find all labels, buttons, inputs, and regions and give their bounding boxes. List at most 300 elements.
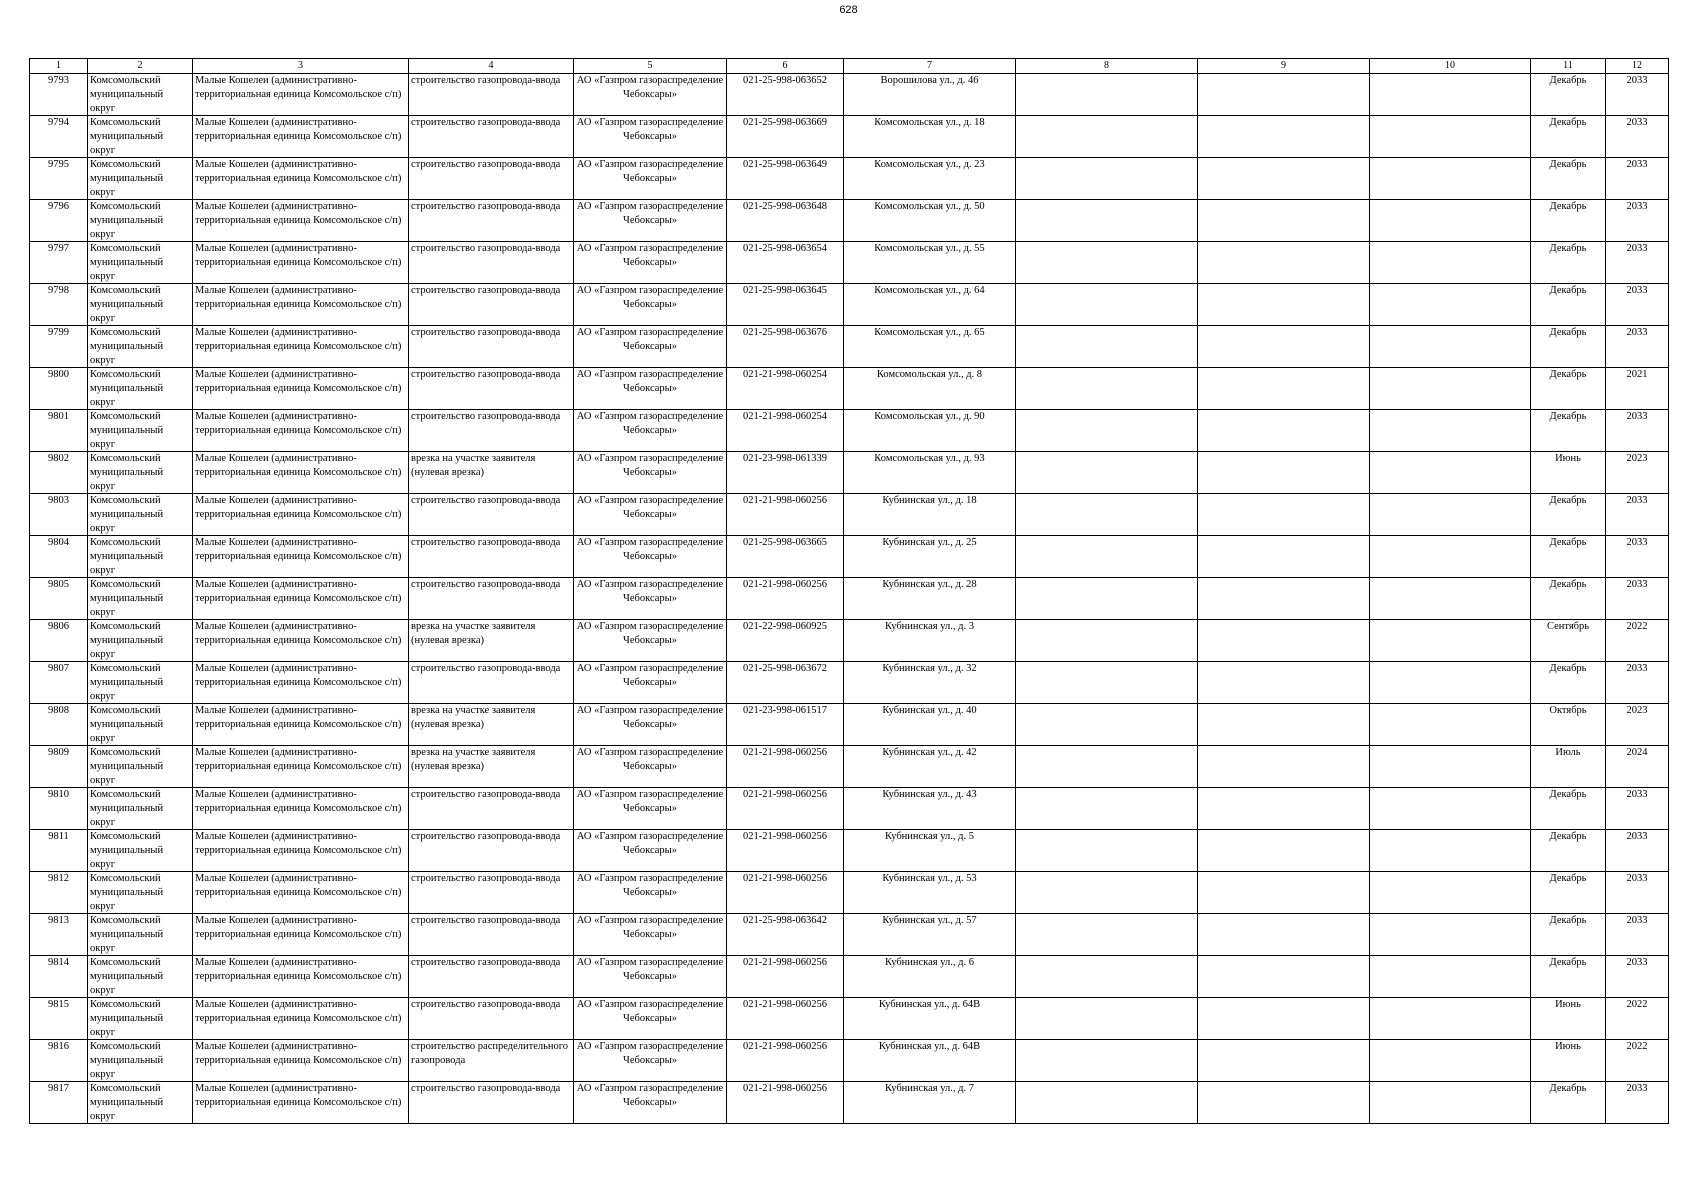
table-row (30, 158, 1669, 200)
row-number-text: 9804 (48, 537, 69, 548)
address-cell-text: Комсомольская ул., д. 8 (876, 369, 983, 380)
month-cell (1531, 704, 1606, 746)
column-8-cell-text (1018, 788, 1195, 829)
column-8-cell (1016, 620, 1198, 662)
address-cell-text: Кубнинская ул., д. 42 (882, 747, 977, 758)
organization-cell-text: АО «Газпром газораспределение Чебоксары» (576, 453, 724, 478)
column-8-cell-text (1018, 998, 1195, 1039)
row-number-text: 9798 (48, 285, 69, 296)
column-9-cell (1198, 704, 1370, 746)
year-cell-text: 2033 (1626, 285, 1648, 296)
column-9-cell-text (1200, 746, 1367, 787)
work-type-cell-text: строительство газопровода-ввода (411, 957, 561, 968)
district-cell-text: Комсомольский муниципальный округ (90, 495, 164, 534)
year-cell-text: 2033 (1626, 831, 1648, 842)
year-cell (1606, 746, 1669, 788)
column-9-cell-text (1200, 830, 1367, 871)
row-number-text: 9808 (48, 705, 69, 716)
row-number (30, 494, 88, 536)
settlement-cell (193, 536, 409, 578)
year-cell (1606, 914, 1669, 956)
address-cell (844, 410, 1016, 452)
address-cell-text: Комсомольская ул., д. 23 (874, 159, 985, 170)
organization-cell (574, 368, 727, 410)
settlement-cell (193, 788, 409, 830)
row-number-text: 9809 (48, 747, 69, 758)
column-10-cell-text (1372, 1040, 1528, 1081)
column-10-cell-text (1372, 620, 1528, 661)
row-number (30, 326, 88, 368)
table-row (30, 74, 1669, 116)
work-type-cell-text: строительство газопровода-ввода (411, 537, 561, 548)
year-cell-text: 2033 (1626, 663, 1648, 674)
table-row (30, 242, 1669, 284)
column-8-cell (1016, 368, 1198, 410)
address-cell-text: Комсомольская ул., д. 90 (874, 411, 985, 422)
column-8-cell (1016, 788, 1198, 830)
column-10-cell (1370, 998, 1531, 1040)
settlement-cell (193, 74, 409, 116)
organization-cell (574, 662, 727, 704)
column-9-cell (1198, 368, 1370, 410)
settlement-cell-text: Малые Кошелеи (административно-территориальная единица Комсомольское с/п) (195, 579, 402, 604)
year-cell (1606, 200, 1669, 242)
organization-cell (574, 536, 727, 578)
object-code-cell-text: 021-25-998-063665 (743, 537, 827, 548)
year-cell (1606, 788, 1669, 830)
row-number (30, 914, 88, 956)
address-cell-text: Кубнинская ул., д. 64В (878, 999, 981, 1010)
work-type-cell-text: врезка на участке заявителя (нулевая врезка) (411, 705, 536, 730)
column-8-cell-text (1018, 200, 1195, 241)
organization-cell-text: АО «Газпром газораспределение Чебоксары» (576, 999, 724, 1024)
settlement-cell-text: Малые Кошелеи (административно-территориальная единица Комсомольское с/п) (195, 201, 402, 226)
year-cell (1606, 662, 1669, 704)
settlement-cell-text: Малые Кошелеи (административно-территориальная единица Комсомольское с/п) (195, 75, 402, 100)
column-8-cell (1016, 116, 1198, 158)
organization-cell-text: АО «Газпром газораспределение Чебоксары» (576, 411, 724, 436)
work-type-cell-text: строительство газопровода-ввода (411, 75, 561, 86)
address-cell-text: Кубнинская ул., д. 40 (882, 705, 977, 716)
year-cell-text: 2033 (1626, 915, 1648, 926)
address-cell-text: Комсомольская ул., д. 55 (874, 243, 985, 254)
month-cell (1531, 788, 1606, 830)
address-cell (844, 494, 1016, 536)
district-cell-text: Комсомольский муниципальный округ (90, 285, 164, 324)
column-header-4: 4 (409, 59, 574, 74)
month-cell (1531, 746, 1606, 788)
table-row (30, 704, 1669, 746)
address-cell (844, 242, 1016, 284)
table-row (30, 494, 1669, 536)
column-10-cell-text (1372, 704, 1528, 745)
column-10-cell (1370, 830, 1531, 872)
settlement-cell (193, 326, 409, 368)
year-cell-text: 2033 (1626, 75, 1648, 86)
year-cell-text: 2033 (1626, 411, 1648, 422)
month-cell-text: Декабрь (1549, 579, 1587, 590)
column-9-cell (1198, 410, 1370, 452)
row-number-text: 9816 (48, 1041, 69, 1052)
month-cell-text: Декабрь (1549, 327, 1587, 338)
district-cell-text: Комсомольский муниципальный округ (90, 999, 164, 1038)
row-number (30, 872, 88, 914)
column-8-cell-text (1018, 116, 1195, 157)
month-cell-text: Декабрь (1549, 75, 1587, 86)
row-number-text: 9797 (48, 243, 69, 254)
month-cell (1531, 452, 1606, 494)
year-cell (1606, 242, 1669, 284)
month-cell-text: Декабрь (1549, 243, 1587, 254)
row-number (30, 116, 88, 158)
column-9-cell (1198, 200, 1370, 242)
address-cell (844, 284, 1016, 326)
month-cell (1531, 956, 1606, 998)
work-type-cell (409, 536, 574, 578)
settlement-cell (193, 956, 409, 998)
column-8-cell-text (1018, 410, 1195, 451)
table-row (30, 872, 1669, 914)
row-number-text: 9812 (48, 873, 69, 884)
column-9-cell-text (1200, 998, 1367, 1039)
work-type-cell-text: врезка на участке заявителя (нулевая врезка) (411, 453, 536, 478)
column-9-cell (1198, 326, 1370, 368)
column-9-cell-text (1200, 326, 1367, 367)
month-cell (1531, 242, 1606, 284)
district-cell-text: Комсомольский муниципальный округ (90, 957, 164, 996)
table-row (30, 662, 1669, 704)
month-cell (1531, 326, 1606, 368)
column-9-cell (1198, 284, 1370, 326)
work-type-cell (409, 704, 574, 746)
month-cell (1531, 998, 1606, 1040)
row-number-text: 9799 (48, 327, 69, 338)
table-row (30, 368, 1669, 410)
column-9-cell-text (1200, 662, 1367, 703)
district-cell-text: Комсомольский муниципальный округ (90, 411, 164, 450)
column-10-cell (1370, 410, 1531, 452)
row-number (30, 368, 88, 410)
object-code-cell-text: 021-25-998-063649 (743, 159, 827, 170)
object-code-cell-text: 021-25-998-063654 (743, 243, 827, 254)
column-9-cell (1198, 452, 1370, 494)
month-cell-text: Декабрь (1549, 369, 1587, 380)
district-cell-text: Комсомольский муниципальный округ (90, 789, 164, 828)
row-number-text: 9814 (48, 957, 69, 968)
settlement-cell-text: Малые Кошелеи (административно-территориальная единица Комсомольское с/п) (195, 747, 402, 772)
address-cell-text: Ворошилова ул., д. 46 (880, 75, 979, 86)
row-number (30, 410, 88, 452)
month-cell (1531, 914, 1606, 956)
object-code-cell-text: 021-21-998-060256 (743, 999, 827, 1010)
year-cell-text: 2033 (1626, 789, 1648, 800)
object-code-cell-text: 021-21-998-060256 (743, 1041, 827, 1052)
year-cell (1606, 116, 1669, 158)
organization-cell (574, 956, 727, 998)
column-8-cell-text (1018, 1082, 1195, 1123)
column-8-cell-text (1018, 620, 1195, 661)
column-10-cell-text (1372, 200, 1528, 241)
district-cell-text: Комсомольский муниципальный округ (90, 243, 164, 282)
settlement-cell-text: Малые Кошелеи (административно-территориальная единица Комсомольское с/п) (195, 369, 402, 394)
district-cell-text: Комсомольский муниципальный округ (90, 1083, 164, 1122)
year-cell-text: 2033 (1626, 495, 1648, 506)
column-10-cell (1370, 536, 1531, 578)
year-cell (1606, 326, 1669, 368)
object-code-cell-text: 021-21-998-060256 (743, 873, 827, 884)
month-cell (1531, 368, 1606, 410)
column-8-cell (1016, 1082, 1198, 1124)
settlement-cell-text: Малые Кошелеи (административно-территориальная единица Комсомольское с/п) (195, 663, 402, 688)
district-cell-text: Комсомольский муниципальный округ (90, 579, 164, 618)
settlement-cell-text: Малые Кошелеи (административно-территориальная единица Комсомольское с/п) (195, 327, 402, 352)
table-row (30, 410, 1669, 452)
address-cell (844, 998, 1016, 1040)
column-9-cell (1198, 872, 1370, 914)
year-cell (1606, 368, 1669, 410)
object-code-cell-text: 021-21-998-060256 (743, 495, 827, 506)
organization-cell-text: АО «Газпром газораспределение Чебоксары» (576, 285, 724, 310)
work-type-cell-text: строительство газопровода-ввода (411, 243, 561, 254)
row-number-text: 9806 (48, 621, 69, 632)
year-cell (1606, 620, 1669, 662)
year-cell-text: 2033 (1626, 243, 1648, 254)
district-cell-text: Комсомольский муниципальный округ (90, 915, 164, 954)
work-type-cell-text: строительство газопровода-ввода (411, 831, 561, 842)
row-number-text: 9801 (48, 411, 69, 422)
year-cell (1606, 284, 1669, 326)
organization-cell (574, 284, 727, 326)
month-cell (1531, 620, 1606, 662)
column-8-cell (1016, 998, 1198, 1040)
column-8-cell (1016, 494, 1198, 536)
column-header-8: 8 (1016, 59, 1198, 74)
column-10-cell-text (1372, 746, 1528, 787)
row-number (30, 620, 88, 662)
district-cell (88, 452, 193, 494)
district-cell-text: Комсомольский муниципальный округ (90, 1041, 164, 1080)
district-cell-text: Комсомольский муниципальный округ (90, 537, 164, 576)
column-8-cell-text (1018, 914, 1195, 955)
table-row (30, 1040, 1669, 1082)
row-number (30, 452, 88, 494)
column-9-cell-text (1200, 158, 1367, 199)
table-row (30, 956, 1669, 998)
table-row (30, 998, 1669, 1040)
address-cell (844, 872, 1016, 914)
work-type-cell (409, 662, 574, 704)
address-cell (844, 746, 1016, 788)
address-cell-text: Кубнинская ул., д. 3 (885, 621, 974, 632)
year-cell-text: 2024 (1626, 747, 1648, 758)
work-type-cell-text: строительство газопровода-ввода (411, 285, 561, 296)
table-row (30, 830, 1669, 872)
settlement-cell-text: Малые Кошелеи (административно-территориальная единица Комсомольское с/п) (195, 957, 402, 982)
column-9-cell (1198, 998, 1370, 1040)
organization-cell (574, 1040, 727, 1082)
work-type-cell (409, 284, 574, 326)
district-cell (88, 662, 193, 704)
year-cell (1606, 536, 1669, 578)
year-cell-text: 2022 (1626, 999, 1648, 1010)
district-cell-text: Комсомольский муниципальный округ (90, 621, 164, 660)
organization-cell-text: АО «Газпром газораспределение Чебоксары» (576, 789, 724, 814)
object-code-cell (727, 536, 844, 578)
column-10-cell (1370, 746, 1531, 788)
object-code-cell (727, 452, 844, 494)
column-10-cell-text (1372, 116, 1528, 157)
column-header-2: 2 (88, 59, 193, 74)
district-cell (88, 200, 193, 242)
column-number-row (30, 59, 1669, 74)
column-9-cell-text (1200, 452, 1367, 493)
column-10-cell-text (1372, 452, 1528, 493)
column-9-cell (1198, 494, 1370, 536)
year-cell-text: 2033 (1626, 201, 1648, 212)
column-10-cell (1370, 914, 1531, 956)
object-code-cell-text: 021-25-998-063642 (743, 915, 827, 926)
month-cell (1531, 158, 1606, 200)
year-cell-text: 2033 (1626, 327, 1648, 338)
object-code-cell (727, 368, 844, 410)
column-8-cell (1016, 662, 1198, 704)
column-8-cell-text (1018, 956, 1195, 997)
column-9-cell-text (1200, 1040, 1367, 1081)
settlement-cell (193, 578, 409, 620)
organization-cell (574, 1082, 727, 1124)
object-code-cell (727, 326, 844, 368)
row-number-text: 9795 (48, 159, 69, 170)
year-cell-text: 2022 (1626, 621, 1648, 632)
address-cell-text: Комсомольская ул., д. 50 (874, 201, 985, 212)
column-header-11: 11 (1531, 59, 1606, 74)
settlement-cell-text: Малые Кошелеи (административно-территориальная единица Комсомольское с/п) (195, 915, 402, 940)
column-9-cell (1198, 956, 1370, 998)
settlement-cell-text: Малые Кошелеи (административно-территориальная единица Комсомольское с/п) (195, 1083, 402, 1108)
district-cell-text: Комсомольский муниципальный округ (90, 453, 164, 492)
month-cell (1531, 284, 1606, 326)
year-cell (1606, 410, 1669, 452)
row-number (30, 158, 88, 200)
address-cell (844, 158, 1016, 200)
row-number-text: 9815 (48, 999, 69, 1010)
object-code-cell-text: 021-21-998-060254 (743, 411, 827, 422)
column-10-cell-text (1372, 872, 1528, 913)
address-cell-text: Кубнинская ул., д. 43 (882, 789, 977, 800)
work-type-cell-text: строительство распределительного газопровода (411, 1041, 569, 1066)
work-type-cell (409, 914, 574, 956)
column-9-cell-text (1200, 494, 1367, 535)
work-type-cell-text: строительство газопровода-ввода (411, 873, 561, 884)
work-type-cell (409, 200, 574, 242)
column-8-cell-text (1018, 368, 1195, 409)
settlement-cell (193, 704, 409, 746)
work-type-cell (409, 410, 574, 452)
column-header-1: 1 (30, 59, 88, 74)
year-cell (1606, 452, 1669, 494)
work-type-cell-text: врезка на участке заявителя (нулевая врезка) (411, 621, 536, 646)
column-10-cell-text (1372, 998, 1528, 1039)
object-code-cell (727, 1082, 844, 1124)
row-number (30, 578, 88, 620)
row-number-text: 9793 (48, 75, 69, 86)
object-code-cell (727, 410, 844, 452)
settlement-cell-text: Малые Кошелеи (административно-территориальная единица Комсомольское с/п) (195, 873, 402, 898)
organization-cell-text: АО «Газпром газораспределение Чебоксары» (576, 159, 724, 184)
address-cell (844, 326, 1016, 368)
district-cell (88, 872, 193, 914)
object-code-cell (727, 200, 844, 242)
column-10-cell (1370, 242, 1531, 284)
organization-cell (574, 830, 727, 872)
organization-cell (574, 242, 727, 284)
work-type-cell-text: строительство газопровода-ввода (411, 915, 561, 926)
column-8-cell (1016, 158, 1198, 200)
column-9-cell (1198, 1082, 1370, 1124)
settlement-cell (193, 158, 409, 200)
table-row (30, 452, 1669, 494)
object-code-cell (727, 158, 844, 200)
year-cell (1606, 704, 1669, 746)
organization-cell-text: АО «Газпром газораспределение Чебоксары» (576, 369, 724, 394)
column-8-cell-text (1018, 74, 1195, 115)
year-cell-text: 2023 (1626, 453, 1648, 464)
district-cell (88, 410, 193, 452)
column-10-cell (1370, 620, 1531, 662)
organization-cell-text: АО «Газпром газораспределение Чебоксары» (576, 705, 724, 730)
column-9-cell (1198, 746, 1370, 788)
column-9-cell-text (1200, 578, 1367, 619)
address-cell-text: Кубнинская ул., д. 28 (882, 579, 977, 590)
settlement-cell (193, 662, 409, 704)
organization-cell (574, 410, 727, 452)
row-number (30, 830, 88, 872)
column-10-cell (1370, 158, 1531, 200)
month-cell-text: Декабрь (1549, 411, 1587, 422)
column-10-cell (1370, 326, 1531, 368)
table-row (30, 284, 1669, 326)
district-cell (88, 494, 193, 536)
year-cell (1606, 578, 1669, 620)
column-8-cell-text (1018, 494, 1195, 535)
organization-cell-text: АО «Газпром газораспределение Чебоксары» (576, 495, 724, 520)
settlement-cell (193, 872, 409, 914)
month-cell-text: Декабрь (1549, 159, 1587, 170)
column-8-cell-text (1018, 662, 1195, 703)
column-10-cell-text (1372, 74, 1528, 115)
object-code-cell (727, 872, 844, 914)
column-9-cell (1198, 74, 1370, 116)
row-number (30, 662, 88, 704)
column-10-cell-text (1372, 1082, 1528, 1123)
address-cell-text: Кубнинская ул., д. 6 (885, 957, 974, 968)
address-cell-text: Комсомольская ул., д. 93 (874, 453, 985, 464)
district-cell (88, 998, 193, 1040)
column-9-cell-text (1200, 788, 1367, 829)
row-number-text: 9803 (48, 495, 69, 506)
work-type-cell-text: строительство газопровода-ввода (411, 579, 561, 590)
work-type-cell-text: строительство газопровода-ввода (411, 789, 561, 800)
address-cell (844, 578, 1016, 620)
district-cell-text: Комсомольский муниципальный округ (90, 201, 164, 240)
organization-cell-text: АО «Газпром газораспределение Чебоксары» (576, 915, 724, 940)
column-10-cell-text (1372, 494, 1528, 535)
month-cell-text: Декабрь (1549, 789, 1587, 800)
organization-cell-text: АО «Газпром газораспределение Чебоксары» (576, 747, 724, 772)
settlement-cell-text: Малые Кошелеи (административно-территориальная единица Комсомольское с/п) (195, 453, 402, 478)
month-cell (1531, 494, 1606, 536)
settlement-cell (193, 368, 409, 410)
